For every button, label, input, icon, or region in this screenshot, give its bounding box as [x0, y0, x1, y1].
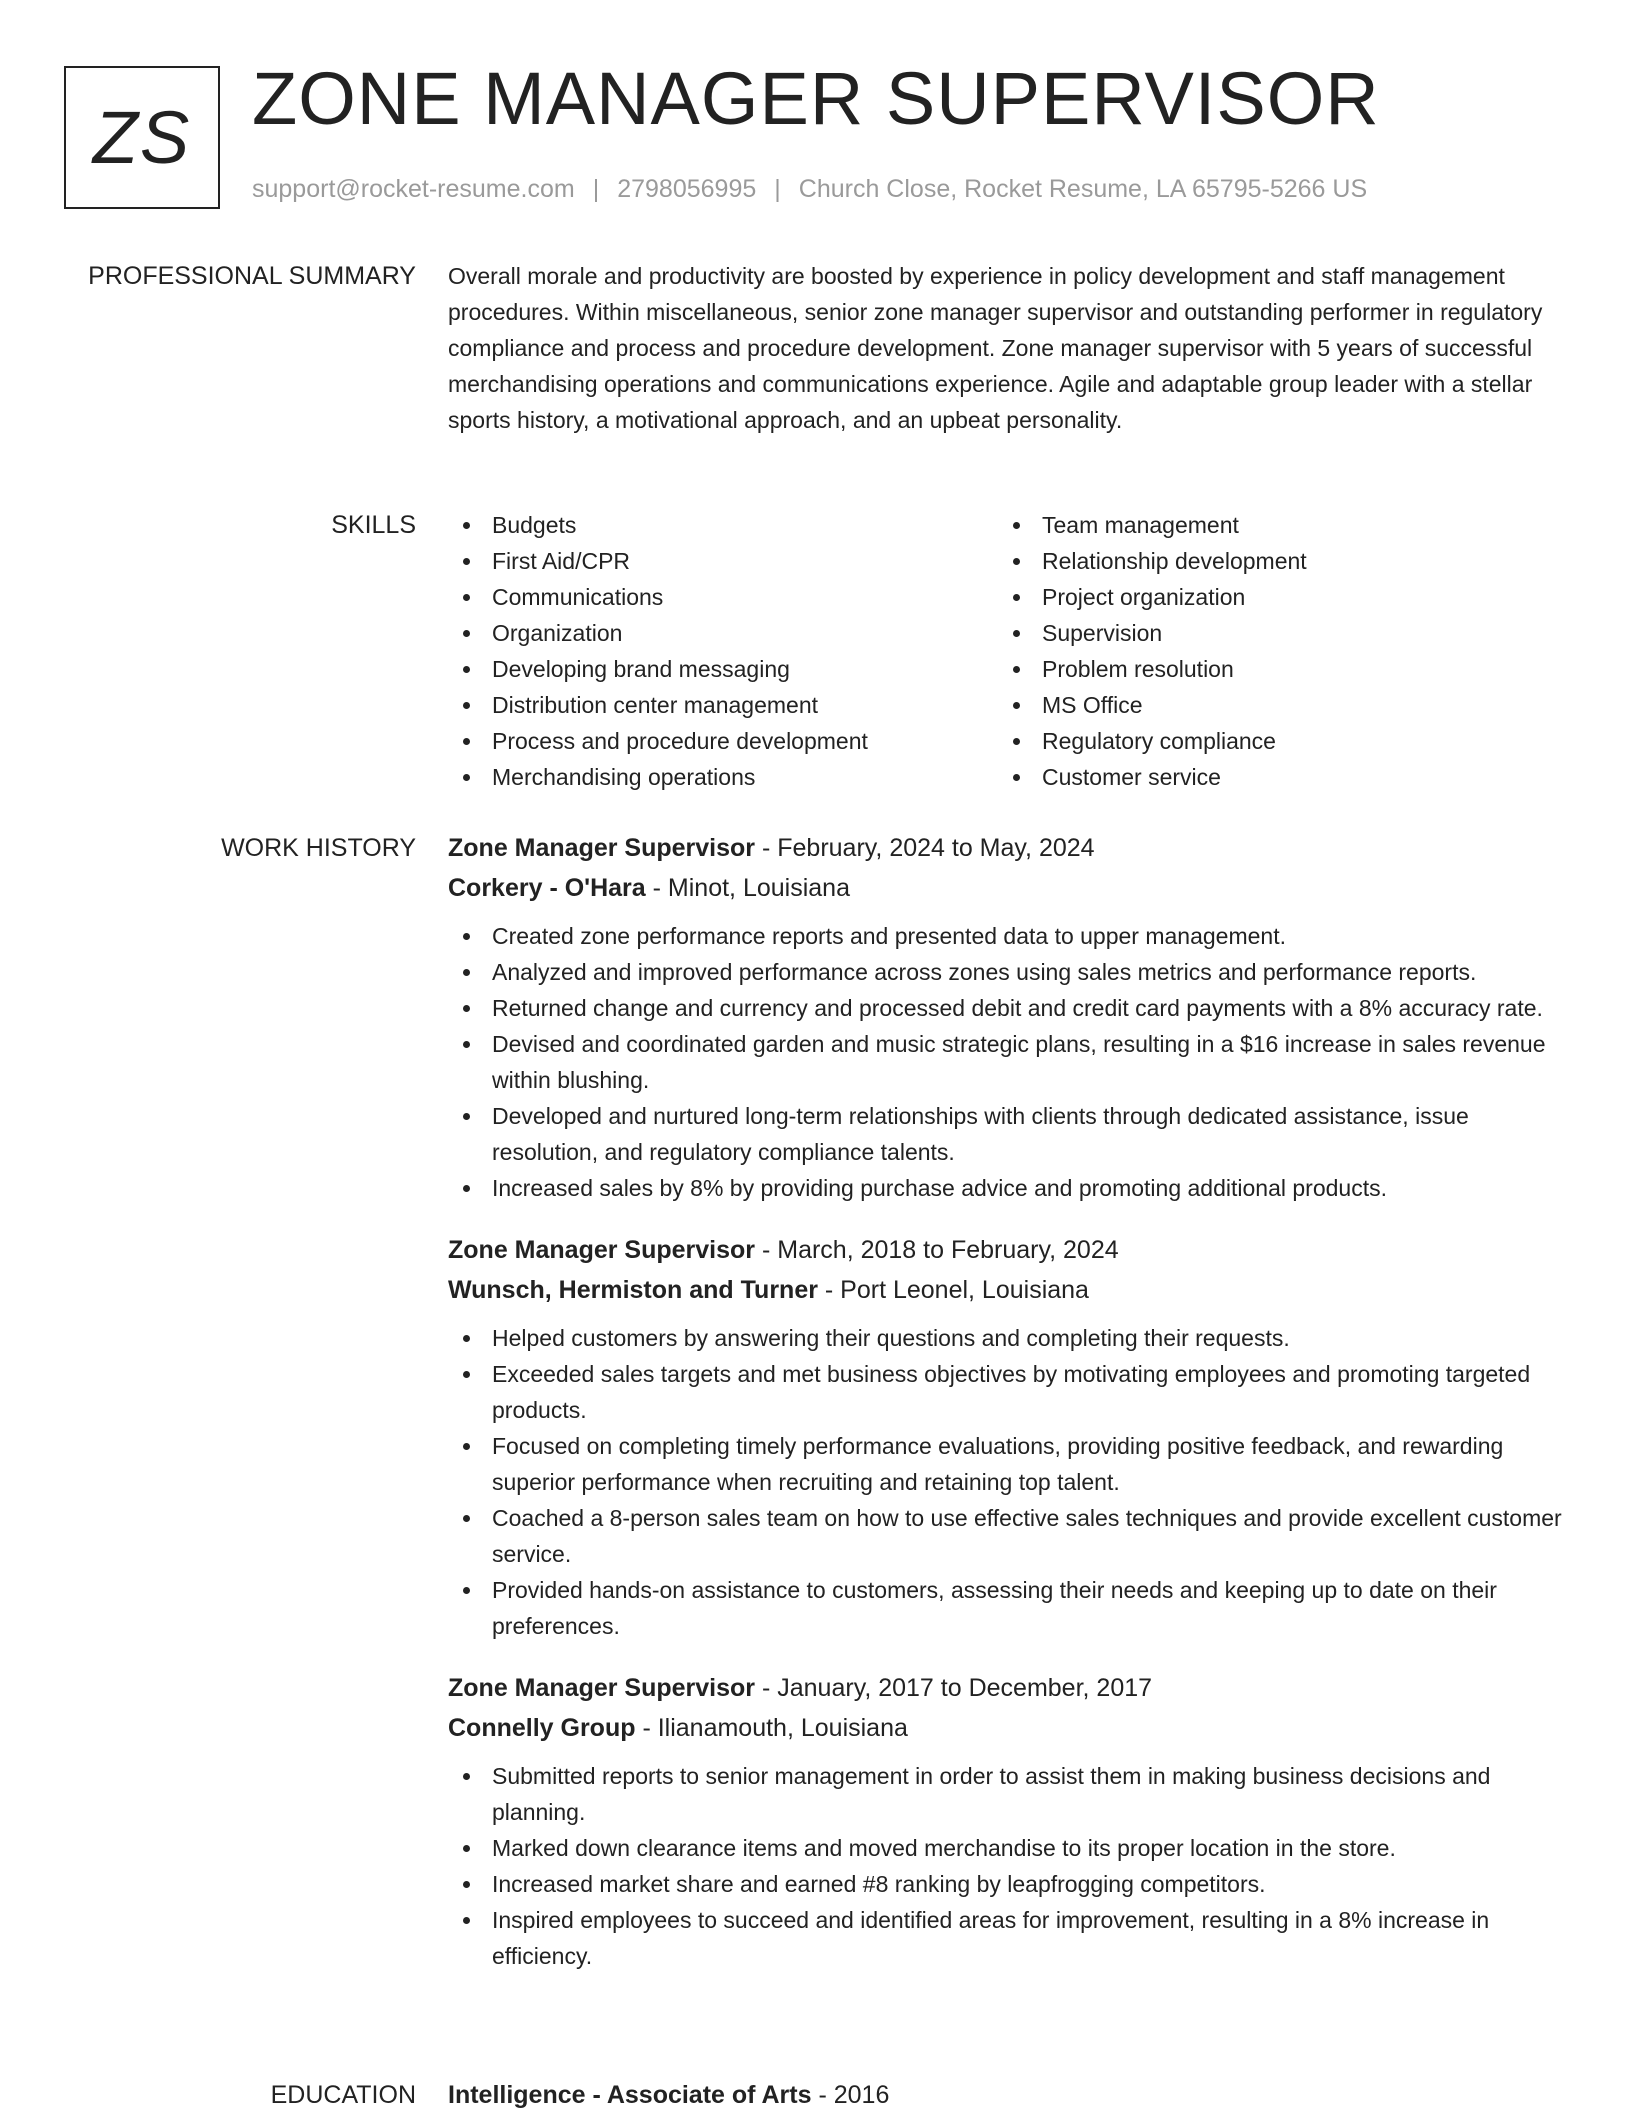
education-degree: Intelligence - Associate of Arts	[448, 2081, 812, 2109]
job-company-line	[448, 868, 1568, 908]
job-bullet: Helped customers by answering their questions and completing their requests.	[448, 1320, 1568, 1356]
job-bullet: Marked down clearance items and moved merchandise to its proper location in the store.	[448, 1830, 1568, 1866]
education-entry	[448, 2077, 1568, 2112]
resume-name: ZONE MANAGER SUPERVISOR	[252, 57, 1380, 140]
job-bullet: Exceeded sales targets and met business objectives by motivating employees and promoting targeted products.	[448, 1356, 1568, 1428]
summary-text: Overall morale and productivity are boosted by experience in policy development and staff management procedures. Within miscellaneous, senior zone manager supervisor and outstanding performer in regulatory compliance and process and procedure development. Zone manager supervisor with 5 years of successful merchandising operations and communications experience. Agile and adaptable group leader with a stellar sports history, a motivational approach, and an upbeat personality.	[448, 263, 1543, 433]
contact-email: support@rocket-resume.com	[252, 175, 575, 203]
job-location: - Minot, Louisiana	[645, 874, 850, 902]
job-company: Wunsch, Hermiston and Turner	[448, 1276, 818, 1304]
job-title: Zone Manager Supervisor	[448, 834, 756, 862]
job-bullets	[448, 1320, 1568, 1644]
job-title-line	[448, 828, 1568, 868]
skill-item: Merchandising operations	[448, 759, 998, 795]
skill-item: Project organization	[998, 579, 1548, 615]
job-company: Connelly Group	[448, 1714, 636, 1742]
job-bullet: Analyzed and improved performance across zones using sales metrics and performance reports.	[448, 954, 1568, 990]
job-bullet: Devised and coordinated garden and music strategic plans, resulting in a $16 increase in sales revenue within blushing.	[448, 1026, 1568, 1098]
skill-item: Regulatory compliance	[998, 723, 1548, 759]
job-bullet: Created zone performance reports and presented data to upper management.	[448, 918, 1568, 954]
job-bullets	[448, 1758, 1568, 1974]
skill-item: Supervision	[998, 615, 1548, 651]
monogram-box	[64, 66, 220, 209]
monogram-initials: ZS	[92, 96, 192, 179]
skill-item: Organization	[448, 615, 998, 651]
section-label-work-history: WORK HISTORY	[221, 834, 416, 862]
contact-separator: |	[592, 175, 600, 203]
job-dates: - February, 2024 to May, 2024	[755, 834, 1095, 862]
skill-item: Communications	[448, 579, 998, 615]
job-entry	[448, 1230, 1568, 1644]
skills-column-left	[448, 507, 998, 795]
job-bullet: Increased sales by 8% by providing purchase advice and promoting additional products.	[448, 1170, 1568, 1206]
skill-item: MS Office	[998, 687, 1548, 723]
skills-column-right	[998, 507, 1548, 795]
job-bullet: Developed and nurtured long-term relationships with clients through dedicated assistance, issue resolution, and regulatory compliance talents.	[448, 1098, 1568, 1170]
skills-grid	[448, 507, 1568, 795]
job-bullet: Returned change and currency and processed debit and credit card payments with a 8% accuracy rate.	[448, 990, 1568, 1026]
job-company-line	[448, 1270, 1568, 1310]
skill-item: Distribution center management	[448, 687, 998, 723]
job-location: - Port Leonel, Louisiana	[817, 1276, 1089, 1304]
job-entry	[448, 828, 1568, 1206]
job-entry	[448, 1668, 1568, 1974]
skill-item: Customer service	[998, 759, 1548, 795]
section-label-education: EDUCATION	[270, 2081, 416, 2109]
skill-item: Process and procedure development	[448, 723, 998, 759]
job-title-line	[448, 1230, 1568, 1270]
job-bullet: Inspired employees to succeed and identified areas for improvement, resulting in a 8% increase in efficiency.	[448, 1902, 1568, 1974]
job-dates: - January, 2017 to December, 2017	[755, 1674, 1153, 1702]
skill-item: First Aid/CPR	[448, 543, 998, 579]
job-title: Zone Manager Supervisor	[448, 1236, 756, 1264]
contact-phone: 2798056995	[617, 175, 757, 203]
job-title: Zone Manager Supervisor	[448, 1674, 756, 1702]
job-bullet: Coached a 8-person sales team on how to use effective sales techniques and provide excellent customer service.	[448, 1500, 1568, 1572]
job-location: - Ilianamouth, Louisiana	[635, 1714, 908, 1742]
job-company-line	[448, 1708, 1568, 1748]
jobs-list	[448, 828, 1568, 1998]
skill-item: Relationship development	[998, 543, 1548, 579]
job-title-line	[448, 1668, 1568, 1708]
skill-item: Team management	[998, 507, 1548, 543]
education-year: - 2016	[811, 2081, 890, 2109]
skill-item: Budgets	[448, 507, 998, 543]
skill-item: Developing brand messaging	[448, 651, 998, 687]
section-label-skills: SKILLS	[331, 511, 416, 539]
job-bullets	[448, 918, 1568, 1206]
contact-line	[252, 175, 1367, 204]
job-company: Corkery - O'Hara	[448, 874, 646, 902]
contact-separator: |	[774, 175, 781, 203]
skill-item: Problem resolution	[998, 651, 1548, 687]
job-bullet: Submitted reports to senior management in order to assist them in making business decisions and planning.	[448, 1758, 1568, 1830]
section-label-summary: PROFESSIONAL SUMMARY	[88, 262, 416, 290]
contact-address: Church Close, Rocket Resume, LA 65795-5266 US	[798, 175, 1368, 203]
job-bullet: Focused on completing timely performance evaluations, providing positive feedback, and rewarding superior performance when recruiting and retaining top talent.	[448, 1428, 1568, 1500]
job-dates: - March, 2018 to February, 2024	[755, 1236, 1119, 1264]
job-bullet: Increased market share and earned #8 ranking by leapfrogging competitors.	[448, 1866, 1568, 1902]
job-bullet: Provided hands-on assistance to customers, assessing their needs and keeping up to date on their preferences.	[448, 1572, 1568, 1644]
